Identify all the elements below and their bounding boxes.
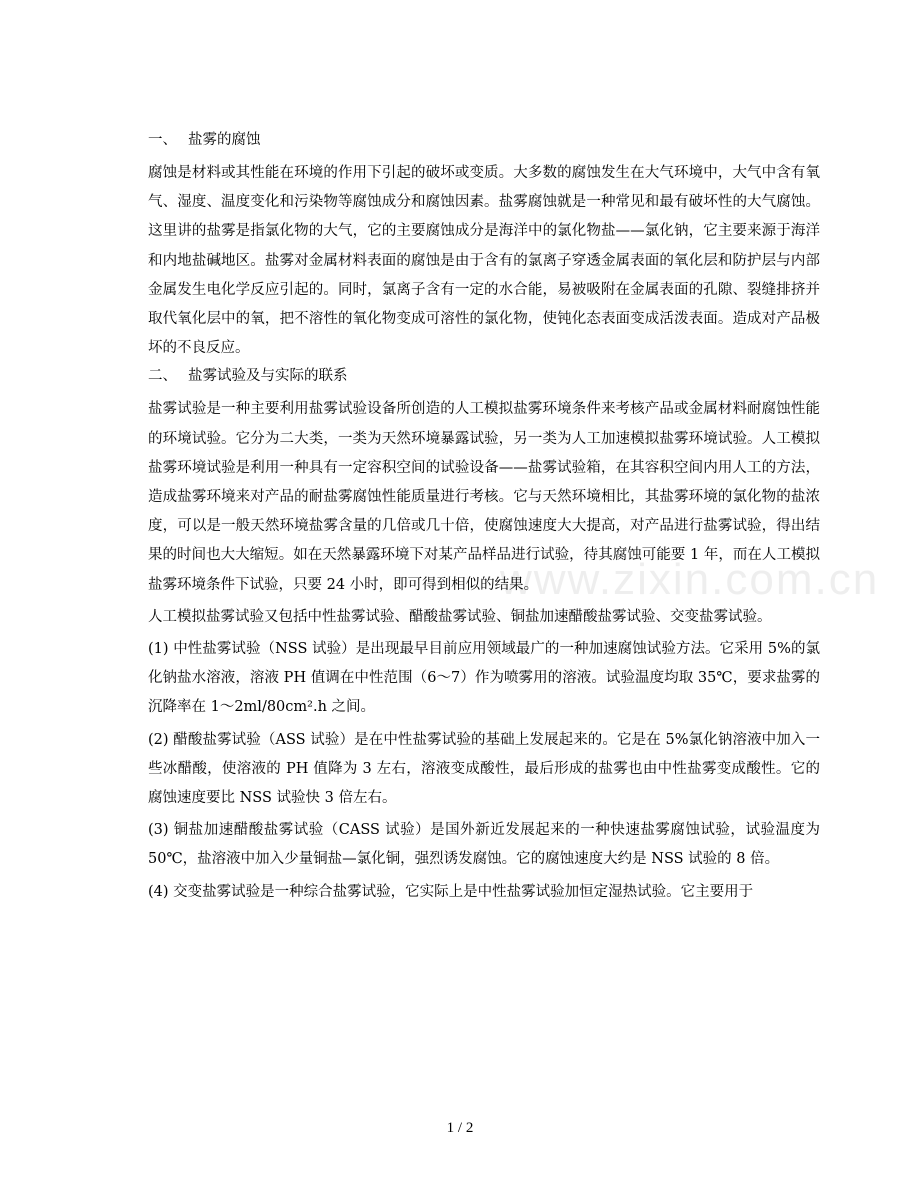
- paragraph: 腐蚀是材料或其性能在环境的作用下引起的破坏或变质。大多数的腐蚀发生在大气环境中，大气中含有氧气、湿度、温度变化和污染物等腐蚀成分和腐蚀因素。盐雾腐蚀就是一种常见和最有破坏性的大气腐蚀。这里讲的盐雾是指氯化物的大气，它的主要腐蚀成分是海洋中的氯化物盐——氯化钠，它主要来源于海洋和内地盐碱地区。盐雾对金属材料表面的腐蚀是由于含有的氯离子穿透金属表面的氧化层和防护层与内部金属发生电化学反应引起的。同时，氯离子含有一定的水合能，易被吸附在金属表面的孔隙、裂缝排挤并取代氧化层中的氧，把不溶性的氧化物变成可溶性的氯化物，使钝化态表面变成活泼表面。造成对产品极坏的不良反应。: [148, 165, 820, 357]
- paragraph: 盐雾试验是一种主要利用盐雾试验设备所创造的人工模拟盐雾环境条件来考核产品或金属材料耐腐蚀性能的环境试验。它分为二大类，一类为天然环境暴露试验，另一类为人工加速模拟盐雾环境试验。人工模拟盐雾环境试验是利用一种具有一定容积空间的试验设备——盐雾试验箱，在其容积空间内用人工的方法，造成盐雾环境来对产品的耐盐雾腐蚀性能质量进行考核。它与天然环境相比，其盐雾环境的氯化物的盐浓度，可以是一般天然环境盐雾含量的几倍或几十倍，使腐蚀速度大大提高，对产品进行盐雾试验，得出结果的时间也大大缩短。如在天然暴露环境下对某产品样品进行试验，待其腐蚀可能要 1 年，而在人工模拟盐雾环境条件下试验，只要 24 小时，即可得到相似的结果。: [148, 401, 820, 593]
- watermark: www.zixin.com.cn: [500, 555, 880, 604]
- paragraph: 人工模拟盐雾试验又包括中性盐雾试验、醋酸盐雾试验、铜盐加速醋酸盐雾试验、交变盐雾试验。: [148, 608, 772, 625]
- paragraph: (1) 中性盐雾试验（NSS 试验）是出现最早目前应用领域最广的一种加速腐蚀试验方法。它采用 5%的氯化钠盐水溶液，溶液 PH 值调在中性范围（6～7）作为喷雾用的溶液。试验温度均取 35℃，要求盐雾的沉降率在 1～2ml/80cm².h 之间。: [148, 641, 820, 716]
- document-body: [148, 130, 820, 910]
- paragraph: (2) 醋酸盐雾试验（ASS 试验）是在中性盐雾试验的基础上发展起来的。它是在 5%氯化钠溶液中加入一些冰醋酸，使溶液的 PH 值降为 3 左右，溶液变成酸性，最后形成的盐雾也由中性盐雾变成酸性。它的腐蚀速度要比 NSS 试验快 3 倍左右。: [148, 731, 820, 807]
- section-title: 盐雾试验及与实际的联系: [188, 368, 348, 385]
- section-number: 二、: [148, 368, 177, 385]
- section-heading: [148, 366, 820, 395]
- paragraph: (3) 铜盐加速醋酸盐雾试验（CASS 试验）是国外新近发展起来的一种快速盐雾腐蚀试验，试验温度为 50℃，盐溶液中加入少量铜盐—氯化铜，强烈诱发腐蚀。它的腐蚀速度大约是 NSS 试验的 8 倍。: [148, 822, 820, 868]
- page-number: 1 / 2: [446, 1120, 474, 1136]
- paragraph: (4) 交变盐雾试验是一种综合盐雾试验，它实际上是中性盐雾试验加恒定湿热试验。它主要用于: [148, 883, 754, 900]
- section-heading: [148, 130, 820, 159]
- section-title: 盐雾的腐蚀: [188, 132, 261, 148]
- section-number: 一、: [148, 132, 177, 148]
